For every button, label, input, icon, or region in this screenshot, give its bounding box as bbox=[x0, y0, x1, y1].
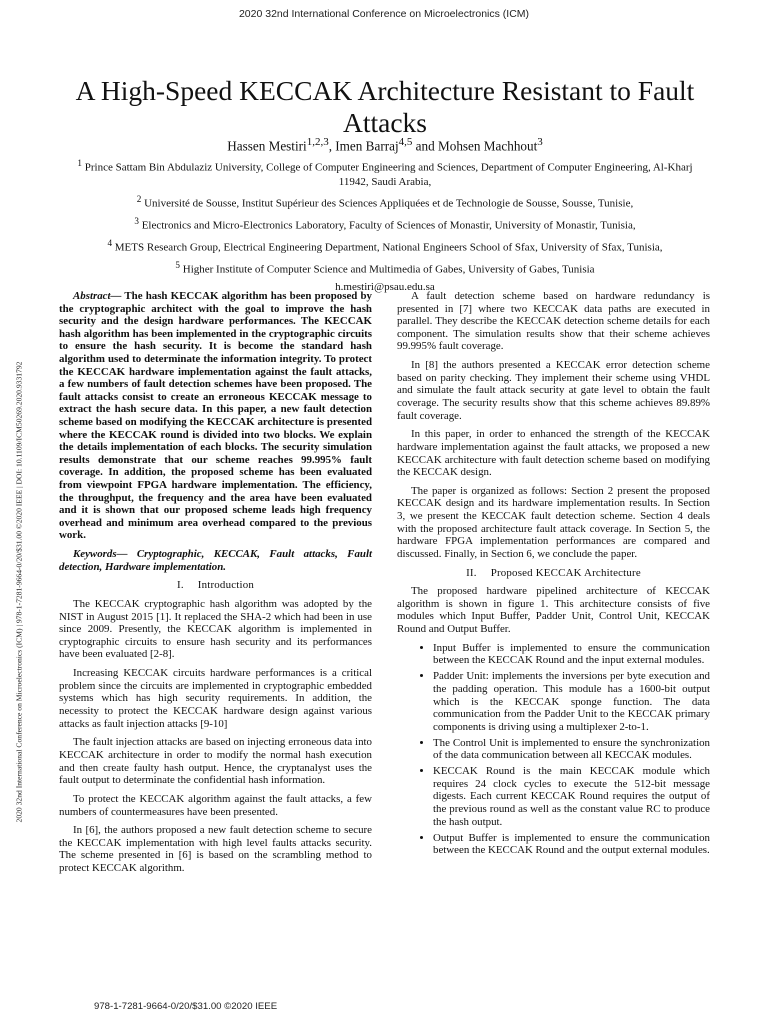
body-paragraph: In this paper, in order to enhanced the strength of the KECCAK hardware implementation against the fault attacks, we proposed a new KECCAK architecture with fault detection scheme based on modifying the KECCAK design. bbox=[397, 428, 710, 479]
section-title: Introduction bbox=[197, 579, 254, 592]
body-paragraph: In [6], the authors proposed a new fault detection scheme to secure the KECCAK implementation with high level faults attacks security. The scheme presented in [6] is based on the scrambling method to protect KECCAK algorithm. bbox=[59, 824, 372, 875]
copyright-footer: 978-1-7281-9664-0/20/$31.00 ©2020 IEEE bbox=[94, 1001, 278, 1012]
abstract-label: Abstract— bbox=[73, 290, 122, 302]
affiliation-number: 1 bbox=[77, 158, 82, 168]
author-separator: and bbox=[412, 138, 439, 154]
author-email: h.mestiri@psau.edu.sa bbox=[335, 281, 435, 294]
body-paragraph: In [8] the authors presented a KECCAK error detection scheme based on parity checking. They implement their scheme using VHDL and simulate the fault attack security at gate level to obtain the fault coverage. The security results show that this scheme achieves 89.89% fault coverage. bbox=[397, 359, 710, 422]
body-paragraph: The proposed hardware pipelined architecture of KECCAK algorithm is shown in figure 1. This architecture consists of five modules which Input Buffer, Padder Unit, Control Unit, KECCAK Round and Output Buffer. bbox=[397, 585, 710, 635]
section-heading-proposed-architecture bbox=[397, 567, 710, 580]
keywords-label: Keywords— bbox=[73, 548, 128, 561]
author-separator: , bbox=[328, 138, 336, 154]
affiliation-text: Université de Sousse, Institut Supérieur des Sciences Appliquées et de Technologie de Sousse, Sousse, Tunisie, bbox=[144, 197, 634, 210]
affiliation-number: 3 bbox=[134, 216, 139, 227]
affiliation-number: 2 bbox=[136, 194, 142, 205]
author-name: Mohsen Machhout bbox=[438, 138, 538, 154]
side-citation-text: 2020 32nd International Conference on Microelectronics (ICM) | 978-1-7281-9664-0/20/$31.00 ©2020 IEEE | DOI: 10.1109/ICM50269.2020.9331792 bbox=[14, 361, 24, 823]
section-number: II. bbox=[466, 566, 477, 579]
author-name: Hassen Mestiri bbox=[227, 138, 307, 154]
paper-title: A High-Speed KECCAK Architecture Resistant to Fault Attacks bbox=[75, 75, 695, 139]
body-paragraph: A fault detection scheme based on hardware redundancy is presented in [7] where two KECCAK data paths are executed in parallel. They describe the KECCAK detection scheme details for each component. The simulation results show that their scheme achieves 99.995% fault coverage. bbox=[397, 290, 710, 353]
right-column bbox=[397, 290, 710, 860]
author-superscript: 3 bbox=[537, 136, 543, 148]
author-superscript: 1,2,3 bbox=[306, 136, 329, 148]
abstract bbox=[59, 290, 372, 542]
affiliation-number: 5 bbox=[175, 260, 180, 271]
abstract-text: The hash KECCAK algorithm has been proposed by the cryptographic architect with the goal to improve the hash security and the design hardware performances. The KECCAK hash algorithm has been implemented in the cryptographic circuits to ensure the hash security. It is become the standard hash algorithm used to determinate the information integrity. To protect the KECCAK hardware implementation against the fault attacks, a few numbers of fault detection schemes have been proposed. The fault attacks consist to create an erroneous KECCAK message to extract the hash secure data. In this paper, a new fault detection scheme based on modifying the KECCAK architecture is presented where the KECCAK round is divided into two blocks. We explain the details implementation of each blocks. The security simulation results demonstrate that our scheme reaches 99.995% fault coverage. In addition, the proposed scheme has been evaluated from viewpoint FPGA hardware implementation. The efficiency, the throughput, the frequency and the area have been evaluated and it is shown that our proposed scheme leads high frequency overhead and minimum area overhead compared to the previous work. bbox=[59, 290, 372, 542]
module-list bbox=[397, 642, 710, 857]
section-heading-introduction bbox=[59, 579, 372, 592]
body-paragraph: The fault injection attacks are based on injecting erroneous data into KECCAK architecture in order to modify the normal hash execution and then create faulty hash output. Hence, the cryptanalyst uses the fault output to determinate the confidential hash information. bbox=[59, 736, 372, 787]
list-item: • KECCAK Round is the main KECCAK module which requires 24 clock cycles to execute the 512-bit message digests. Each current KECCAK Round requires the output of the previous round as well as the constant value RC to produce the hash output. bbox=[433, 765, 710, 828]
section-number: I. bbox=[177, 579, 184, 592]
keywords-text: Cryptographic, KECCAK, Fault attacks, Fault detection, Hardware implementation. bbox=[59, 548, 372, 573]
affiliations bbox=[70, 156, 700, 295]
section-title: Proposed KECCAK Architecture bbox=[490, 566, 641, 579]
affiliation-text: Higher Institute of Computer Science and Multimedia of Gabes, University of Gabes, Tunisia bbox=[182, 264, 595, 277]
affiliation bbox=[70, 258, 700, 277]
side-citation-strip bbox=[14, 218, 24, 966]
affiliation-text: Electronics and Micro-Electronics Laboratory, Faculty of Sciences of Monastir, University of Monastir, Tunisia, bbox=[141, 219, 636, 232]
body-paragraph: The paper is organized as follows: Section 2 present the proposed KECCAK design and its hardware implementation results. In Section 3, we present the KECCAK fault detection scheme. Section 4 deals with the proposed architecture fault attack coverage. In Section 5, the hardware FPGA implementation performances are compared and discussed. Finally, in Section 6, we conclude the paper. bbox=[397, 484, 710, 560]
affiliation-text: METS Research Group, Electrical Engineering Department, National Engineers School of Sfax, University of Sfax, Tunisia, bbox=[114, 242, 663, 254]
author-line bbox=[40, 136, 730, 154]
list-item: • The Control Unit is implemented to ensure the synchronization of the data communication between all KECCAK modules. bbox=[433, 737, 710, 762]
affiliation bbox=[70, 214, 700, 233]
body-paragraph: The KECCAK cryptographic hash algorithm was adopted by the NIST in August 2015 [1]. It replaced the SHA-2 which had been in use since 2009. Presently, the KECCAK algorithm is implemented in cryptographic circuits to ensure hash security and its performances have been evaluated [2-8]. bbox=[59, 598, 372, 661]
affiliation bbox=[70, 156, 700, 189]
left-column bbox=[59, 290, 372, 881]
list-item: • Padder Unit: implements the inversions per byte execution and the padding operation. This module has a 1600-bit output which is the KECCAK sponge function. The data communication from the Padder Unit to the KECCAK primary components is driving using a multiplexer 2-to-1. bbox=[433, 670, 710, 733]
keywords bbox=[59, 548, 372, 573]
author-superscript: 4,5 bbox=[398, 136, 413, 148]
body-paragraph: Increasing KECCAK circuits hardware performances is a critical problem since the circuits are implemented in cryptographic embedded systems which has high security requirements. In addition, the necessity to protect the KECCAK hardware design against various attacks as fault injection attacks [9-10] bbox=[59, 667, 372, 730]
list-item: • Input Buffer is implemented to ensure the communication between the KECCAK Round and the input external modules. bbox=[433, 642, 710, 667]
affiliation-number: 4 bbox=[107, 238, 113, 249]
affiliation bbox=[70, 236, 700, 255]
affiliation-text: Prince Sattam Bin Abdulaziz University, College of Computer Engineering and Sciences, Department of Computer Engineering, Al-Kharj 11942, Saudi Arabia, bbox=[84, 161, 693, 188]
list-item: • Output Buffer is implemented to ensure the communication between the KECCAK Round and the output external modules. bbox=[433, 832, 710, 857]
conference-header: 2020 32nd International Conference on Microelectronics (ICM) bbox=[238, 8, 530, 20]
author-name: Imen Barraj bbox=[335, 138, 399, 154]
affiliation bbox=[70, 192, 700, 211]
body-paragraph: To protect the KECCAK algorithm against the fault attacks, a few numbers of countermeasures have been presented. bbox=[59, 792, 372, 818]
